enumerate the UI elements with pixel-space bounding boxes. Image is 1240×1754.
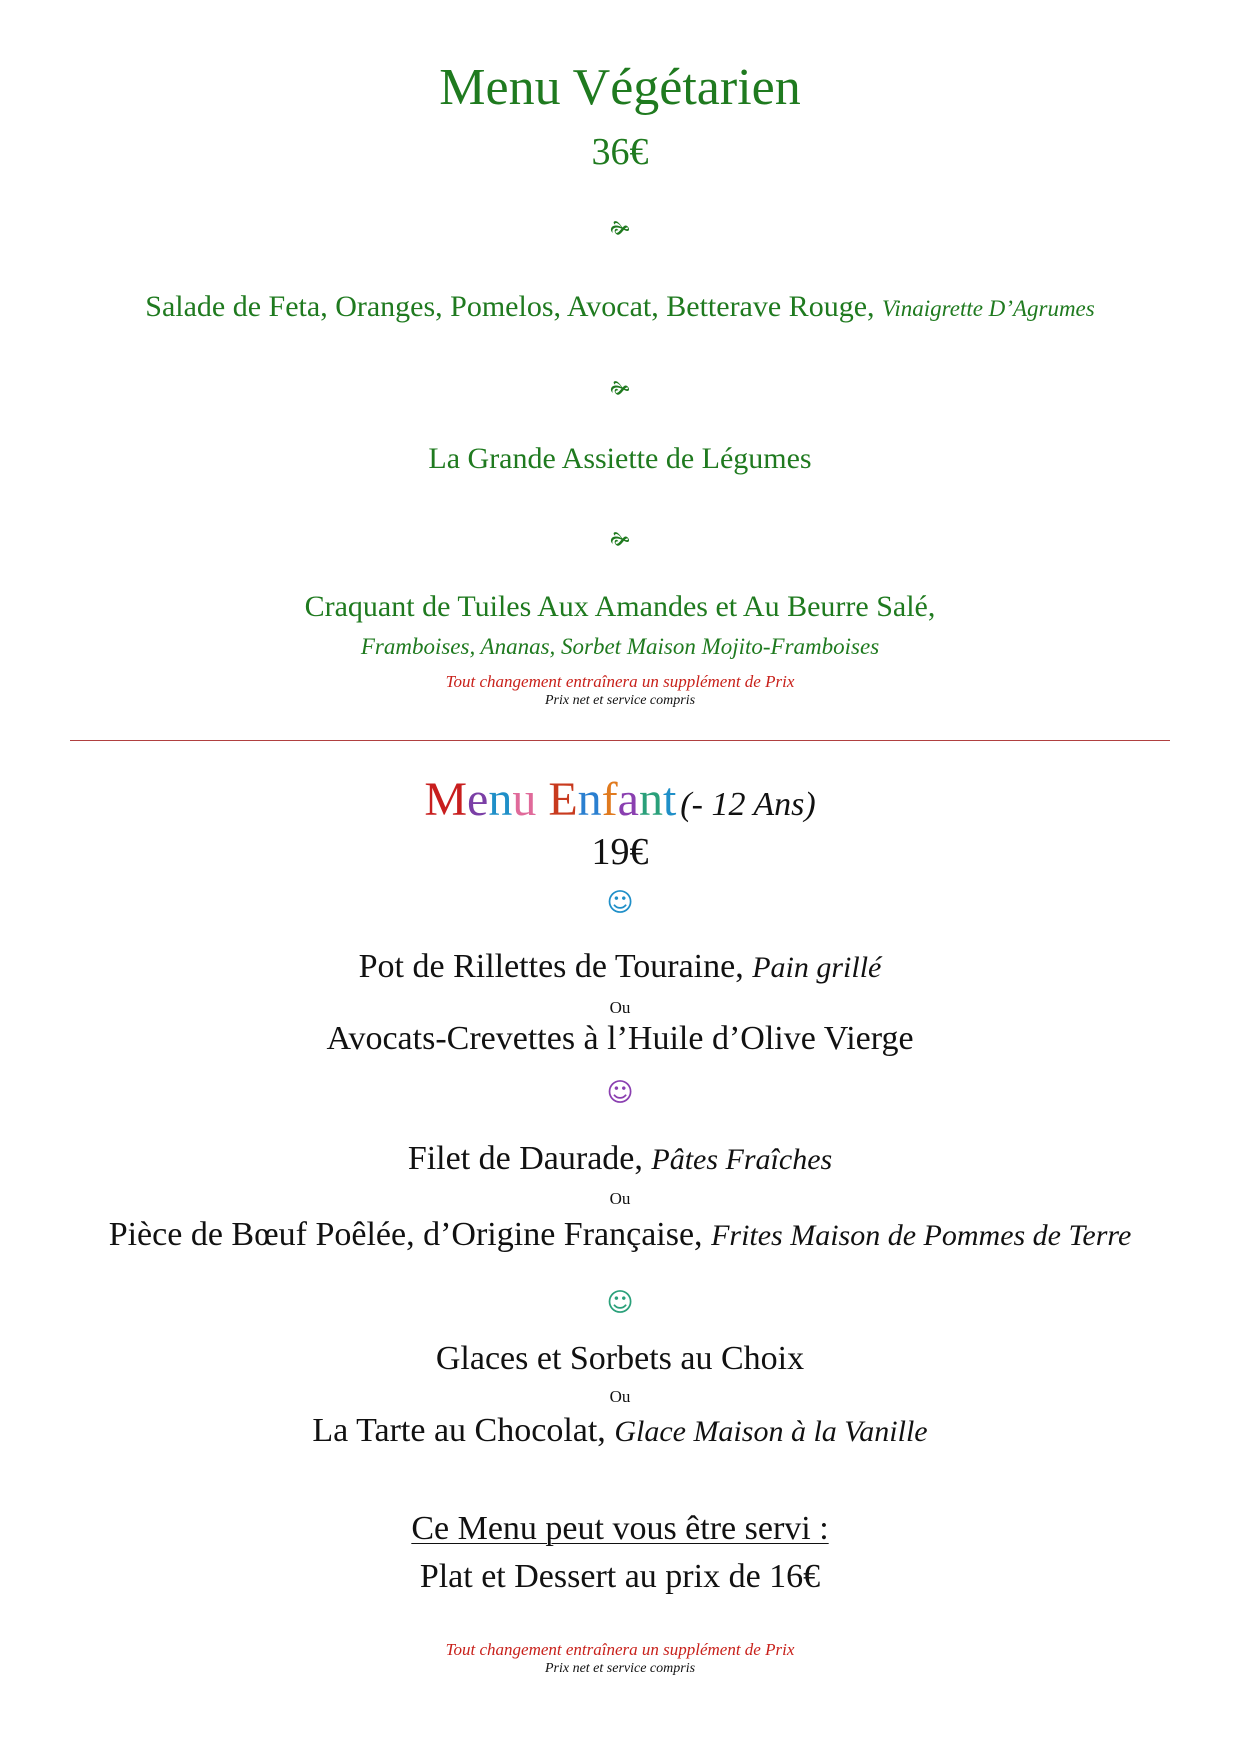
kids-smiley-1: ☺ (606, 888, 634, 918)
veg-service: Prix net et service compris (544, 693, 696, 708)
kids-service: Prix net et service compris (544, 1661, 696, 1676)
kids-title-letter: n (638, 773, 663, 826)
kids-or-1: Ou (609, 998, 631, 1017)
kids-title-letter: n (577, 773, 602, 826)
kids-formula-heading (0, 1510, 1240, 1548)
veg-dessert-note: Framboises, Ananas, Sorbet Maison Mojito-Framboises (360, 634, 880, 659)
kids-title-letter: e (467, 773, 489, 826)
kids-title-letter: t (662, 773, 677, 826)
kids-title-letter: u (512, 773, 537, 826)
kids-main-1-note: Pâtes Fraîches (651, 1143, 833, 1176)
kids-dessert-2-main: La Tarte au Chocolat, (312, 1412, 606, 1449)
kids-smiley-3: ☺ (606, 1288, 634, 1318)
kids-title-letter: M (424, 773, 468, 826)
kids-notice: Tout changement entraînera un supplément de Prix (445, 1640, 795, 1659)
kids-main-2 (0, 1216, 1240, 1254)
kids-title-letters (424, 773, 676, 826)
kids-starter-1-note: Pain grillé (752, 951, 882, 984)
kids-smiley-2: ☺ (606, 1078, 634, 1108)
kids-title-letter: a (617, 773, 639, 826)
veg-starter-note: Vinaigrette D’Agrumes (882, 296, 1095, 321)
kids-main-1 (0, 1140, 1240, 1178)
kids-dessert-1: Glaces et Sorbets au Choix (435, 1340, 805, 1377)
veg-main: La Grande Assiette de Légumes (428, 442, 812, 475)
veg-ornament-3: 🙞 (610, 529, 630, 550)
kids-main-2-main: Pièce de Bœuf Poêlée, d’Origine Française, (108, 1216, 703, 1253)
kids-dessert-2 (0, 1412, 1240, 1450)
section-divider (70, 740, 1170, 741)
kids-dessert-2-note: Glace Maison à la Vanille (614, 1415, 928, 1448)
veg-notice: Tout changement entraînera un supplément de Prix (445, 672, 795, 691)
kids-formula-text: Plat et Dessert au prix de 16€ (419, 1558, 821, 1595)
veg-starter-main: Salade de Feta, Oranges, Pomelos, Avocat, Betterave Rouge, (145, 290, 875, 323)
kids-title (0, 772, 1240, 827)
veg-price: 36€ (591, 131, 649, 173)
veg-title: Menu Végétarien (439, 59, 801, 116)
kids-or-2: Ou (609, 1189, 631, 1208)
veg-starter (0, 290, 1240, 324)
kids-title-letter: f (601, 773, 618, 826)
kids-formula-heading-text: Ce Menu peut vous être servi : (411, 1510, 829, 1547)
kids-main-1-main: Filet de Daurade, (407, 1140, 643, 1177)
kids-starter-1 (0, 948, 1240, 986)
kids-title-letter: E (548, 773, 578, 826)
kids-main-2-note: Frites Maison de Pommes de Terre (711, 1219, 1132, 1252)
kids-age: (- 12 Ans) (680, 786, 816, 823)
kids-title-letter: n (488, 773, 513, 826)
kids-starter-1-main: Pot de Rillettes de Touraine, (358, 948, 744, 985)
kids-title-letter (536, 773, 548, 826)
kids-starter-2: Avocats-Crevettes à l’Huile d’Olive Vierge (326, 1020, 914, 1057)
kids-price: 19€ (591, 831, 649, 873)
veg-ornament-2: 🙞 (610, 378, 630, 399)
kids-or-3: Ou (609, 1387, 631, 1406)
veg-ornament-1: 🙞 (610, 218, 630, 239)
veg-dessert-main: Craquant de Tuiles Aux Amandes et Au Beurre Salé, (304, 590, 936, 623)
